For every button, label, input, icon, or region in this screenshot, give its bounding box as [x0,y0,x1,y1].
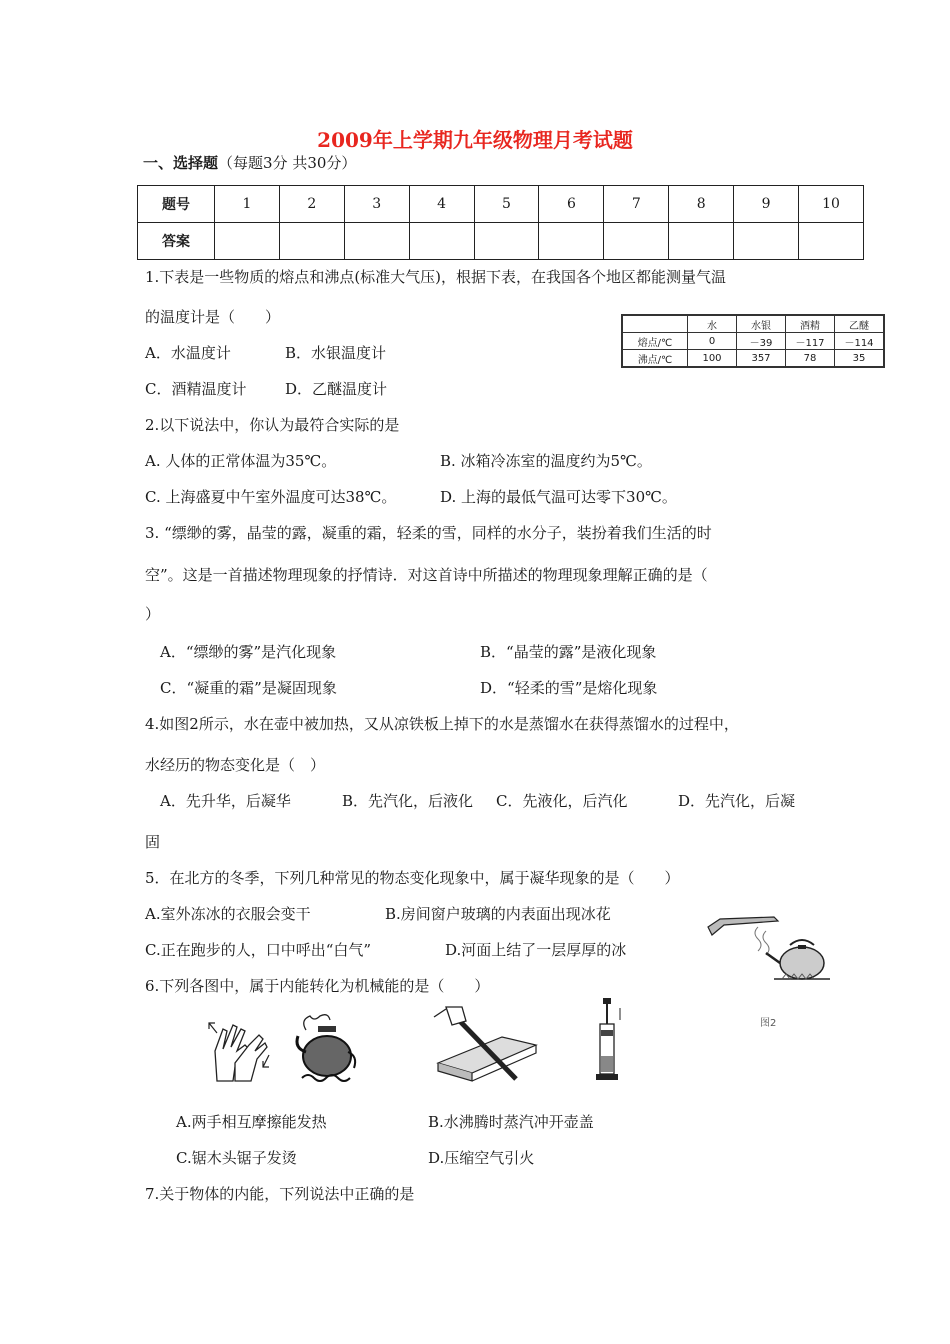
q4-option-b: B．先汽化，后液化 [342,792,474,810]
sawing-wood-illustration [432,1003,540,1091]
answer-cell[interactable] [734,223,799,260]
mini-cell: 水 [688,315,737,333]
q6-option-b: B.水沸腾时蒸汽冲开壶盖 [428,1113,594,1131]
q1-option-d: D．乙醚温度计 [285,380,388,398]
melting-boiling-table [621,314,885,368]
q5-stem: 5．在北方的冬季，下列几种常见的物态变化现象中，属于凝华现象的是（ ） [145,869,680,887]
mini-cell [622,315,688,333]
q2-stem: 2.以下说法中，你认为最符合实际的是 [145,416,400,434]
answer-table [137,185,864,260]
q5-option-b: B.房间窗户玻璃的内表面出现冰花 [385,905,611,923]
q6-stem: 6.下列各图中，属于内能转化为机械能的是（ ） [145,977,490,995]
answer-table-number-row [138,186,864,223]
mini-cell: 35 [835,350,885,368]
q1-option-a: A．水温度计 [145,344,231,362]
section-label: 一、选择题 [143,154,219,172]
q2-option-b: B. 冰箱冷冻室的温度约为5℃。 [440,452,652,470]
q3-stem-line3: ） [145,605,161,623]
mini-cell: 0 [688,333,737,350]
q4-option-a: A．先升华，后凝华 [160,792,291,810]
mini-cell: 酒精 [786,315,835,333]
section-heading [143,152,356,173]
mini-row [622,333,884,350]
q5-option-a: A.室外冻冰的衣服会变干 [145,905,311,923]
boiling-kettle-illustration [292,1012,364,1084]
q3-option-c: C．“凝重的霜”是凝固现象 [160,679,337,697]
answer-cell[interactable] [669,223,734,260]
number-cell: 10 [799,186,864,223]
q5-option-c: C.正在跑步的人，口中呼出“白气” [145,941,372,959]
number-cell: 7 [604,186,669,223]
figure-2-kettle-illustration [700,905,830,1015]
answer-header: 答案 [138,223,215,260]
mini-cell: 78 [786,350,835,368]
q1-option-c: C．酒精温度计 [145,380,247,398]
answer-cell[interactable] [799,223,864,260]
q3-option-b: B．“晶莹的露”是液化现象 [480,643,657,661]
number-cell: 2 [279,186,344,223]
number-cell: 8 [669,186,734,223]
q6-option-a: A.两手相互摩擦能发热 [176,1113,327,1131]
number-cell: 9 [734,186,799,223]
answer-cell[interactable] [474,223,539,260]
answer-cell[interactable] [215,223,280,260]
mini-cell: 100 [688,350,737,368]
q3-option-a: A．“缥缈的雾”是汽化现象 [160,643,337,661]
answer-table-answer-row [138,223,864,260]
answer-cell[interactable] [279,223,344,260]
q1-option-b: B．水银温度计 [285,344,387,362]
section-note: （每题3分 共30分） [218,154,357,172]
q4-stem-line2: 水经历的物态变化是（ ） [145,756,326,774]
q4-option-d-continued: 固 [145,833,161,851]
figure-2-caption: 图2 [760,1018,777,1029]
q4-option-d: D．先汽化，后凝 [678,792,796,810]
q2-option-d: D. 上海的最低气温可达零下30℃。 [440,488,677,506]
number-header: 题号 [138,186,215,223]
number-cell: 5 [474,186,539,223]
mini-row [622,350,884,368]
q4-option-c: C．先液化，后汽化 [496,792,628,810]
rubbing-hands-illustration [205,1015,275,1085]
q5-option-d: D.河面上结了一层厚厚的冰 [445,941,627,959]
q3-stem-line2: 空”。这是一首描述物理现象的抒情诗．对这首诗中所描述的物理现象理解正确的是（ [145,566,708,584]
q2-option-a: A. 人体的正常体温为35℃。 [145,452,337,470]
q1-stem-line2: 的温度计是（ ） [145,308,281,326]
mini-cell: －114 [835,333,885,350]
answer-cell[interactable] [604,223,669,260]
answer-cell[interactable] [539,223,604,260]
number-cell: 3 [344,186,409,223]
q6-option-c: C.锯木头锯子发烫 [176,1149,297,1167]
q2-option-c: C. 上海盛夏中午室外温度可达38℃。 [145,488,397,506]
mini-cell: 沸点/℃ [622,350,688,368]
mini-cell: －117 [786,333,835,350]
mini-cell: 熔点/℃ [622,333,688,350]
q3-option-d: D．“轻柔的雪”是熔化现象 [480,679,658,697]
mini-cell: 357 [737,350,786,368]
q7-stem: 7.关于物体的内能，下列说法中正确的是 [145,1185,415,1203]
mini-header-row [622,315,884,333]
q6-option-d: D.压缩空气引火 [428,1149,535,1167]
q3-stem-line1: 3. “缥缈的雾，晶莹的露，凝重的霜，轻柔的雪，同样的水分子，装扮着我们生活的时 [145,524,712,542]
number-cell: 4 [409,186,474,223]
mini-cell: 水银 [737,315,786,333]
number-cell: 6 [539,186,604,223]
answer-cell[interactable] [409,223,474,260]
mini-cell: 乙醚 [835,315,885,333]
answer-cell[interactable] [344,223,409,260]
q1-stem-line1: 1.下表是一些物质的熔点和沸点(标准大气压)，根据下表，在我国各个地区都能测量气温 [145,268,727,286]
q4-stem-line1: 4.如图2所示，水在壶中被加热，又从凉铁板上掉下的水是蒸馏水在获得蒸馏水的过程中， [145,715,739,733]
mini-cell: －39 [737,333,786,350]
number-cell: 1 [215,186,280,223]
compressed-air-cylinder-illustration [590,996,624,1086]
page-title: 2009年上学期九年级物理月考试题 [317,128,633,152]
